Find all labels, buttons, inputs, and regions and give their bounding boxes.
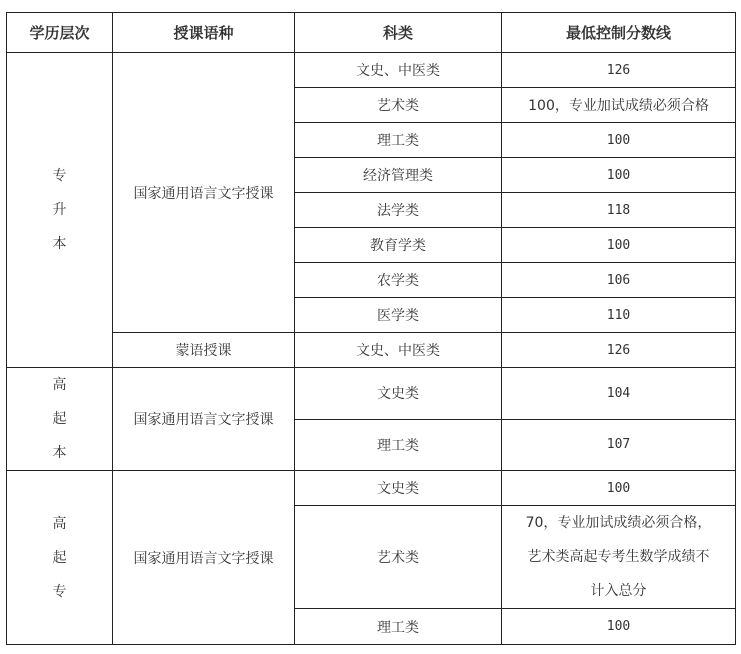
subject-cell: 艺术类 bbox=[295, 506, 502, 609]
score-cell: 100 bbox=[502, 158, 736, 193]
score-cell: 118 bbox=[502, 193, 736, 228]
score-table bbox=[6, 12, 736, 645]
remark-line: 计入总分 bbox=[590, 583, 647, 599]
header-min-score: 最低控制分数线 bbox=[502, 13, 736, 53]
language-gaoqiben: 国家通用语言文字授课 bbox=[113, 368, 295, 471]
level-gaoqizhuan: 高 起 专 bbox=[7, 471, 113, 645]
score-cell: 126 bbox=[502, 53, 736, 88]
score-cell: 100 bbox=[502, 471, 736, 506]
score-cell: 106 bbox=[502, 263, 736, 298]
table-row bbox=[7, 471, 736, 506]
score-cell: 100，专业加试成绩必须合格 bbox=[502, 88, 736, 123]
subject-cell: 文史、中医类 bbox=[295, 53, 502, 88]
subject-cell: 文史类 bbox=[295, 471, 502, 506]
subject-cell: 理工类 bbox=[295, 419, 502, 471]
subject-cell: 文史、中医类 bbox=[295, 333, 502, 368]
subject-cell: 医学类 bbox=[295, 298, 502, 333]
language-gaoqizhuan: 国家通用语言文字授课 bbox=[113, 471, 295, 645]
score-cell: 126 bbox=[502, 333, 736, 368]
level-gaoqiben: 高 起 本 bbox=[7, 368, 113, 471]
level-zhuanshengben: 专 升 本 bbox=[7, 53, 113, 368]
language-general: 国家通用语言文字授课 bbox=[113, 53, 295, 333]
score-cell: 100 bbox=[502, 228, 736, 263]
table-row bbox=[7, 53, 736, 88]
language-mongolian: 蒙语授课 bbox=[113, 333, 295, 368]
clipped-title bbox=[0, 0, 741, 4]
score-cell: 100 bbox=[502, 609, 736, 645]
subject-cell: 农学类 bbox=[295, 263, 502, 298]
subject-cell: 理工类 bbox=[295, 123, 502, 158]
header-row bbox=[7, 13, 736, 53]
score-remark-cell bbox=[502, 506, 736, 609]
table-row bbox=[7, 368, 736, 420]
score-cell: 107 bbox=[502, 419, 736, 471]
subject-cell: 经济管理类 bbox=[295, 158, 502, 193]
header-level: 学历层次 bbox=[7, 13, 113, 53]
remark-line: 70，专业加试成绩必须合格， bbox=[525, 515, 712, 531]
subject-cell: 理工类 bbox=[295, 609, 502, 645]
table-row bbox=[7, 333, 736, 368]
score-cell: 100 bbox=[502, 123, 736, 158]
header-language: 授课语种 bbox=[113, 13, 295, 53]
score-cell: 104 bbox=[502, 368, 736, 420]
subject-cell: 教育学类 bbox=[295, 228, 502, 263]
header-subject: 科类 bbox=[295, 13, 502, 53]
score-cell: 110 bbox=[502, 298, 736, 333]
remark-line: 艺术类高起专考生数学成绩不 bbox=[527, 549, 710, 565]
subject-cell: 艺术类 bbox=[295, 88, 502, 123]
subject-cell: 法学类 bbox=[295, 193, 502, 228]
subject-cell: 文史类 bbox=[295, 368, 502, 420]
